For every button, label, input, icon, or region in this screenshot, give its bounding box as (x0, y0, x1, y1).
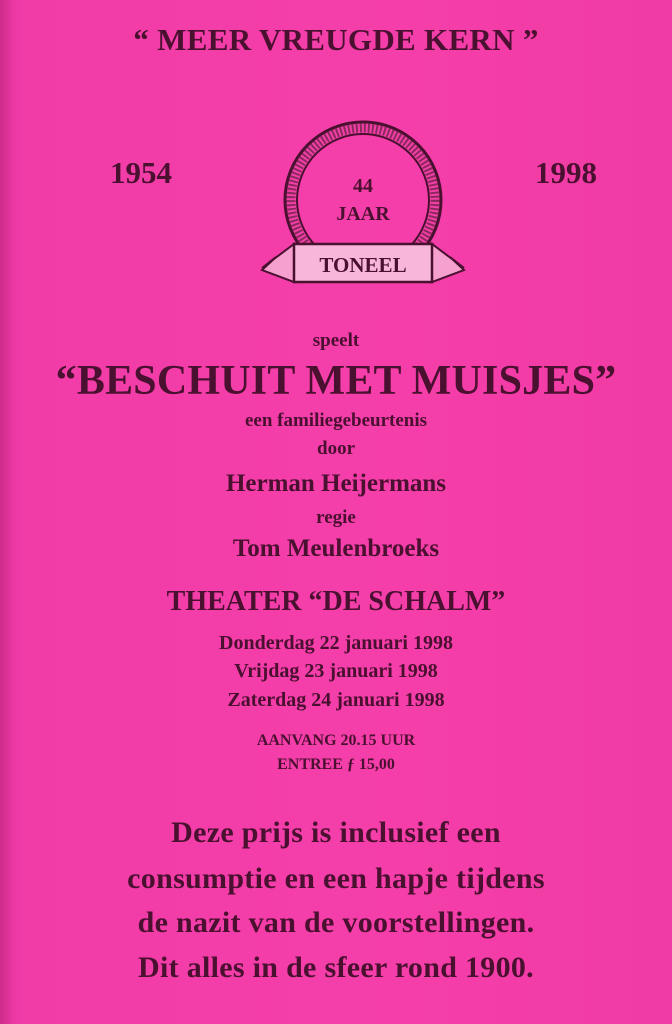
emblem-jaar: JAAR (336, 203, 390, 225)
play-director: Tom Meulenbroeks (232, 535, 440, 562)
year-end: 1998 (535, 155, 597, 190)
note-line: de nazit van de voorstellingen. (137, 906, 535, 939)
emblem-toneel: TONEEL (319, 253, 407, 277)
performance-date: Donderdag 22 januari 1998 (219, 632, 453, 654)
note-line: Deze prijs is inclusief een (171, 816, 501, 849)
entry-price: ENTREE ƒ 15,00 (277, 756, 395, 773)
anniversary-emblem (258, 110, 468, 300)
emblem-years: 44 (353, 175, 373, 197)
by-label: door (317, 438, 355, 459)
performance-date: Zaterdag 24 januari 1998 (227, 689, 445, 711)
start-time: AANVANG 20.15 UUR (256, 732, 416, 749)
play-author: Herman Heijermans (225, 470, 447, 497)
ribbon-right-tail (432, 244, 464, 282)
play-genre: een familiegebeurtenis (244, 410, 428, 431)
club-name: “ MEER VREUGDE KERN ” (133, 22, 539, 57)
play-title: “BESCHUIT MET MUISJES” (55, 358, 617, 404)
intro-text: speelt (312, 330, 360, 351)
ribbon-left-tail (262, 244, 294, 282)
note-line: consumptie en een hapje tijdens (127, 862, 545, 895)
venue-name: THEATER “DE SCHALM” (166, 586, 506, 617)
direction-label: regie (316, 507, 356, 528)
year-start: 1954 (110, 155, 172, 190)
performance-date: Vrijdag 23 januari 1998 (234, 660, 438, 682)
note-line: Dit alles in de sfeer rond 1900. (138, 951, 534, 984)
